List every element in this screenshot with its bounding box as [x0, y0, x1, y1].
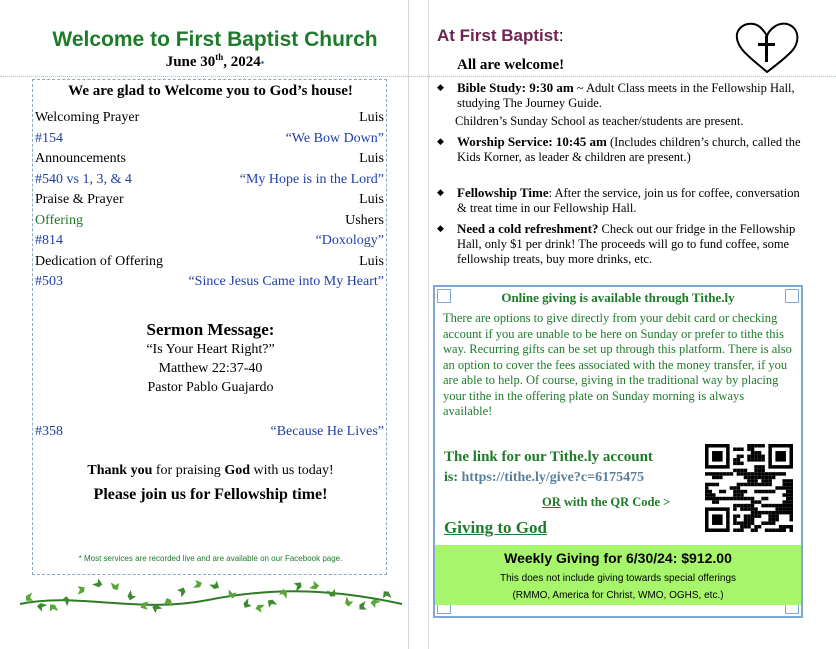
program-row	[35, 129, 384, 149]
tithely-link-label: The link for our Tithe.ly account	[444, 449, 653, 465]
program-leader: “My Hope is in the Lord”	[239, 171, 384, 187]
page-fold-guide	[408, 0, 409, 649]
program-row	[35, 272, 384, 292]
sermon-subtitle: “Is Your Heart Right?”	[146, 342, 275, 357]
sermon-title: Sermon Message:	[146, 320, 275, 339]
thanks-line: Thank you for praising God with us today!	[87, 463, 334, 478]
order-of-service	[32, 79, 387, 575]
program-item: Dedication of Offering	[35, 253, 164, 269]
program-item: Offering	[35, 212, 83, 228]
all-welcome: All are welcome!	[457, 57, 565, 73]
closing-hymn-row	[35, 422, 384, 442]
tithely-link-line: is: https://tithe.ly/give?c=6175475	[444, 470, 645, 485]
program-row	[35, 108, 384, 128]
bible-study-extra: Children’s Sunday School as teacher/students are present.	[455, 114, 744, 128]
program-item: #814	[35, 233, 63, 248]
tithely-link[interactable]: https://tithe.ly/give?c=6175475	[461, 470, 645, 485]
program-item: Announcements	[35, 151, 126, 166]
fellowship-invite: Please join us for Fellowship time!	[93, 486, 328, 503]
program-item: #540 vs 1, 3, & 4	[35, 171, 132, 187]
closing-hymn-number: #358	[35, 424, 63, 439]
program-row	[35, 190, 384, 210]
program-leader: “Since Jesus Came into My Heart”	[188, 274, 384, 289]
weekly-giving-amount: Weekly Giving for 6/30/24: $912.00	[504, 550, 732, 566]
page-fold-guide-2	[428, 0, 429, 649]
weekly-giving-panel	[435, 545, 801, 605]
heart-cross-icon	[731, 18, 803, 76]
program-row	[35, 231, 384, 251]
welcome-heading: We are glad to Welcome you to God’s house!	[68, 83, 353, 99]
program-row	[35, 149, 384, 169]
program-item: #154	[35, 130, 63, 146]
program-leader: Luis	[359, 253, 384, 269]
ivy-border-icon	[18, 574, 404, 618]
closing-hymn-title: “Because He Lives”	[270, 424, 384, 439]
program-leader: “Doxology”	[315, 233, 384, 248]
diamond-bullet-icon: ◆	[437, 223, 444, 233]
diamond-bullet-icon: ◆	[437, 82, 444, 92]
program-row	[35, 252, 384, 272]
recording-note: * Most services are recorded live and are available on our Facebook page.	[78, 554, 343, 563]
sermon-pastor: Pastor Pablo Guajardo	[147, 380, 274, 395]
weekly-giving-offerings: (RMMO, America for Christ, WMO, OGHS, etc.)	[512, 590, 724, 601]
giving-heading: Online giving is available through Tithe.ly	[501, 290, 735, 305]
service-date: June 30th, 2024•	[165, 52, 265, 70]
program-row	[35, 211, 384, 231]
sermon-scripture: Matthew 22:37-40	[158, 361, 263, 376]
diamond-bullet-icon: ◆	[437, 187, 444, 197]
program-leader: Ushers	[345, 212, 384, 228]
program-leader: Luis	[359, 151, 384, 166]
program-row	[35, 170, 384, 190]
program-leader: “We Bow Down”	[285, 130, 384, 146]
program-item: Praise & Prayer	[35, 192, 124, 207]
program-leader: Luis	[359, 110, 384, 125]
right-title: At First Baptist:	[437, 26, 564, 45]
program-item: #503	[35, 274, 63, 289]
giving-to-god-heading: Giving to God	[444, 518, 547, 537]
program-leader: Luis	[359, 192, 384, 207]
qr-hint: OR with the QR Code >	[542, 495, 671, 509]
online-giving-box	[433, 285, 803, 618]
welcome-title: Welcome to First Baptist Church	[52, 28, 378, 51]
qr-code-icon[interactable]	[705, 444, 793, 532]
weekly-giving-note: This does not include giving towards special offerings	[499, 573, 737, 584]
program-item: Welcoming Prayer	[35, 110, 140, 125]
margin-guide	[0, 76, 836, 77]
diamond-bullet-icon: ◆	[437, 136, 444, 146]
giving-body: There are options to give directly from your debit card or checking account if you are unable to be here on Sunday or prefer to tithe this way. Recurring gifts can be set up through this platform. There is also an option to cover the fees associated with the money transfer, if you are able to help. Of course, giving in the traditional way by placing your tithe in the offering plate on Sunday morning is always available!	[443, 311, 792, 418]
